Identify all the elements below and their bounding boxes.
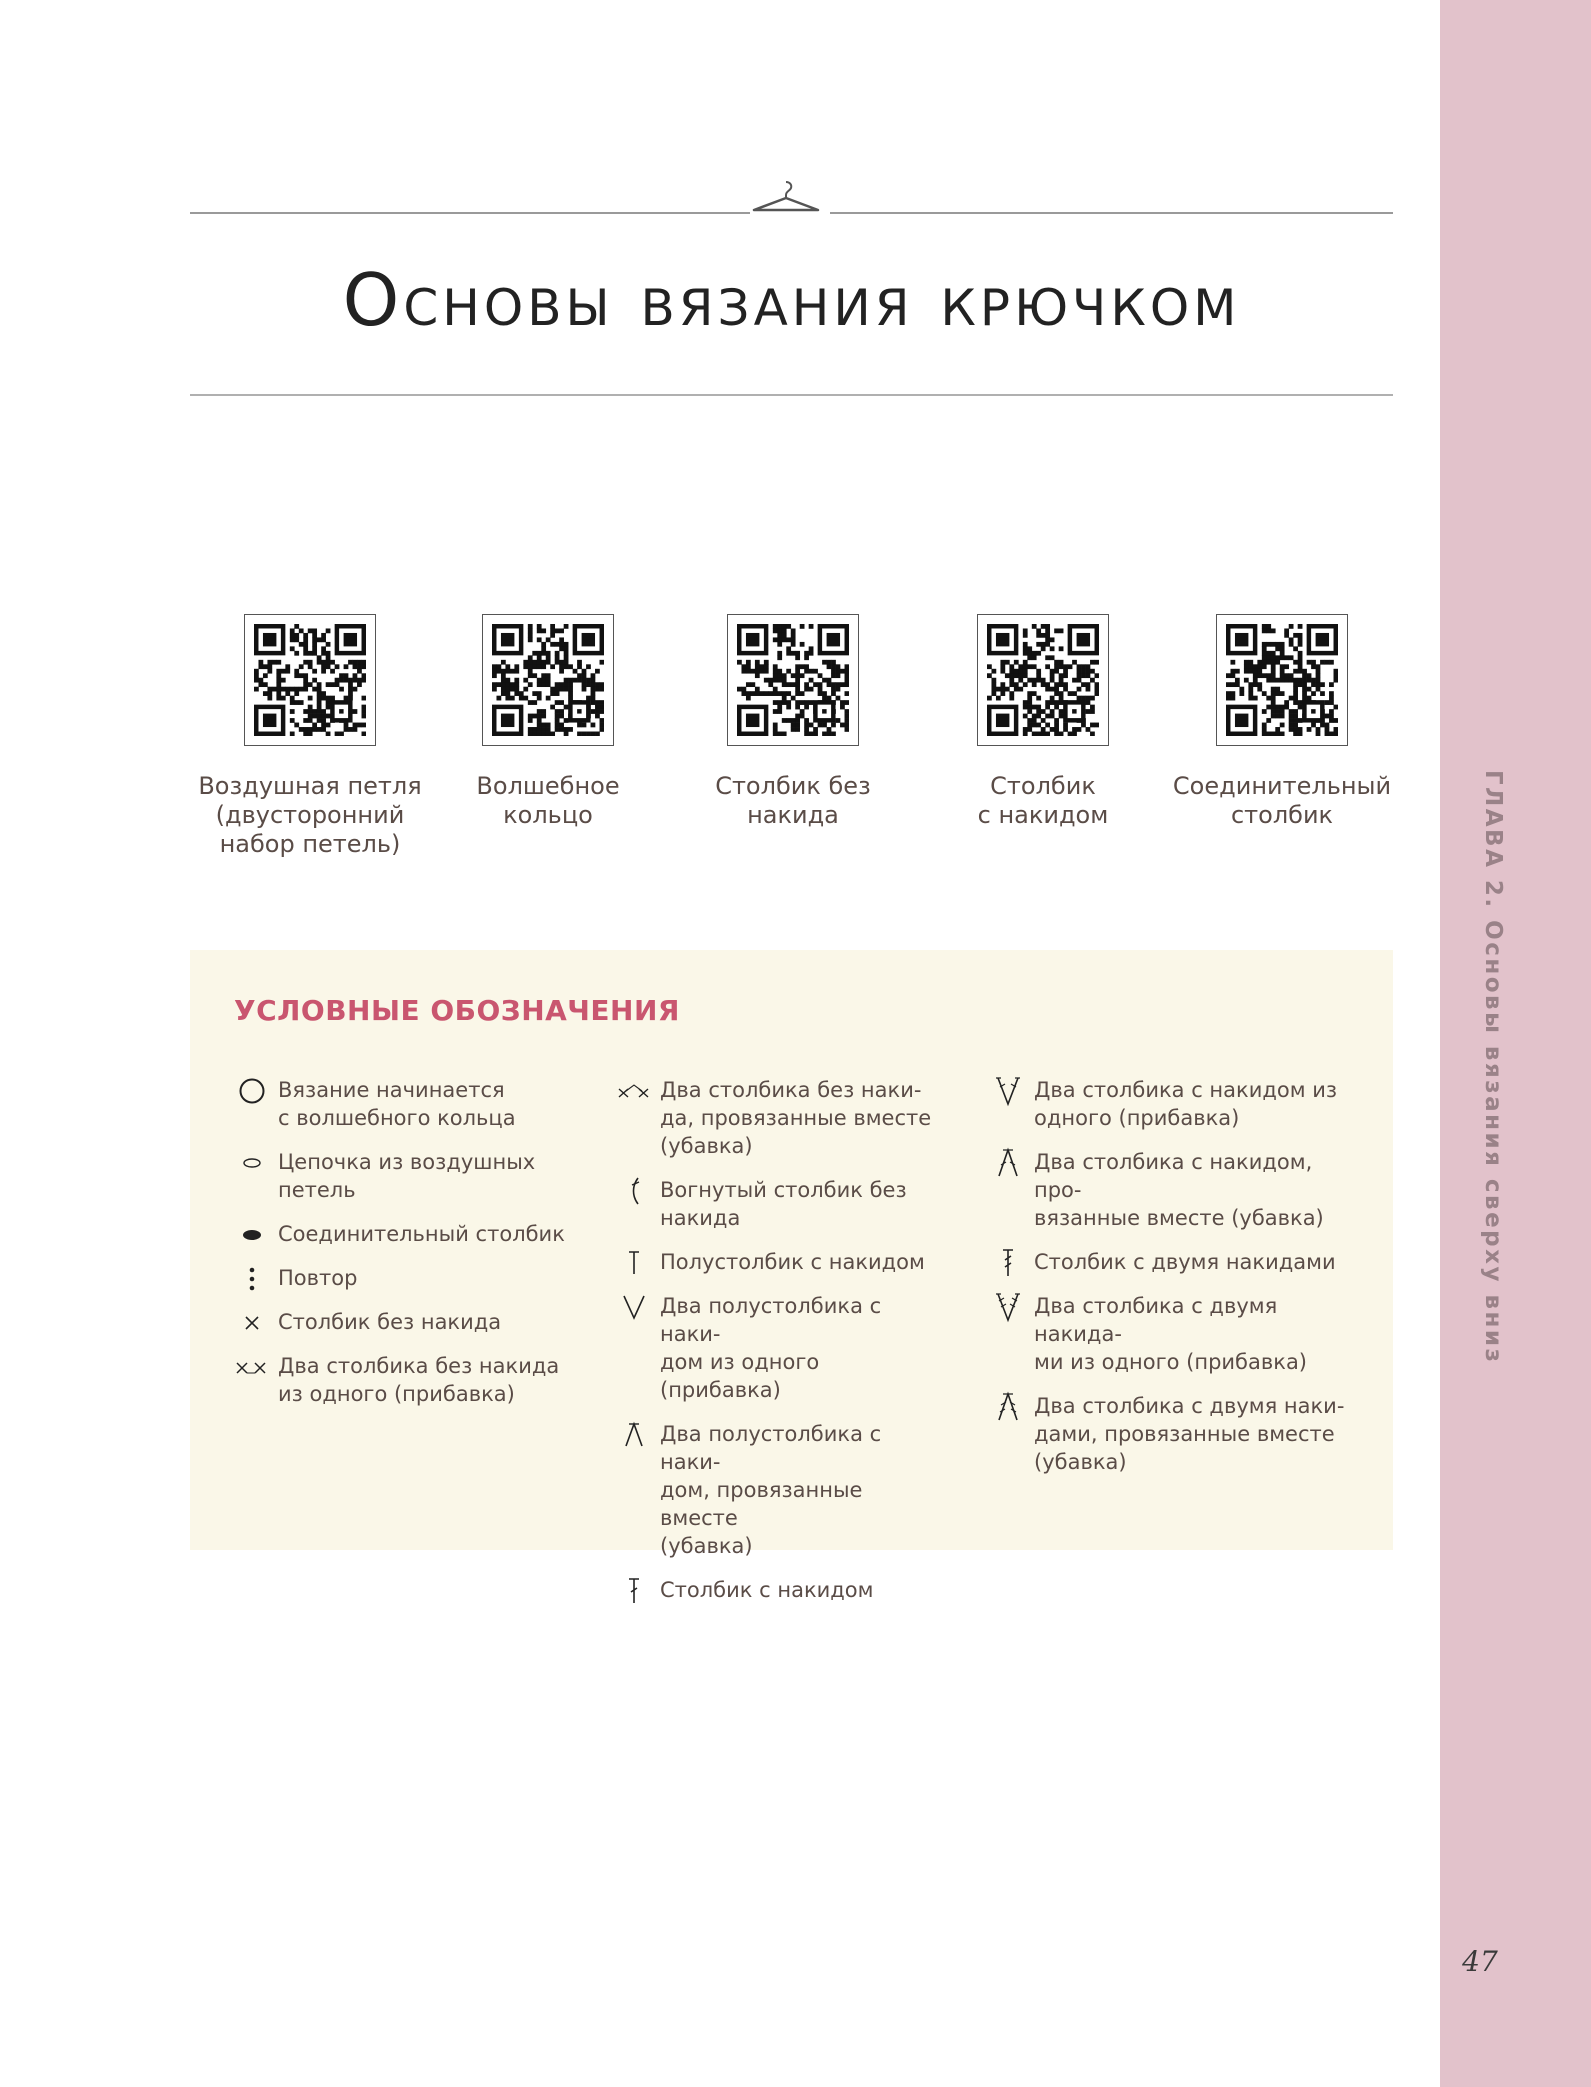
qr-item-slip-stitch[interactable] bbox=[1162, 614, 1402, 830]
legend-text: Столбик без накида bbox=[278, 1310, 502, 1334]
hanger-icon bbox=[746, 178, 826, 218]
qr-code-icon[interactable] bbox=[1216, 614, 1348, 746]
page-title: Основы вязания крючком bbox=[342, 258, 1241, 342]
repeat-icon bbox=[234, 1264, 270, 1294]
legend-text: Два столбика с двумя накида- ми из одного (прибавка) bbox=[1034, 1294, 1307, 1374]
legend-box bbox=[190, 950, 1393, 1602]
legend-text: Столбик с накидом bbox=[660, 1578, 874, 1602]
treble-crochet-icon bbox=[990, 1248, 1026, 1278]
legend-text: Повтор bbox=[278, 1266, 358, 1290]
legend-item bbox=[616, 1292, 946, 1404]
chapter-title: ГЛАВА 2. Основы вязания сверху вниз bbox=[1480, 770, 1506, 1365]
qr-code-icon[interactable] bbox=[482, 614, 614, 746]
legend-item bbox=[616, 1420, 946, 1560]
legend-item bbox=[234, 1220, 574, 1248]
sc-increase-icon bbox=[234, 1352, 270, 1382]
hdc-increase-icon bbox=[616, 1292, 652, 1322]
tr-increase-icon bbox=[990, 1292, 1026, 1322]
legend-text: Два столбика с накидом из одного (прибавка) bbox=[1034, 1078, 1338, 1130]
legend-item bbox=[234, 1352, 574, 1408]
legend-item bbox=[234, 1076, 574, 1132]
legend-item bbox=[234, 1264, 574, 1292]
qr-label: Столбик с накидом bbox=[977, 772, 1109, 829]
sc-decrease-icon bbox=[616, 1076, 652, 1106]
hdc-decrease-icon bbox=[616, 1420, 652, 1450]
qr-label: Воздушная петля (двусторонний набор петель) bbox=[198, 772, 422, 858]
chain-icon bbox=[234, 1148, 270, 1178]
single-crochet-icon bbox=[234, 1308, 270, 1338]
magic-ring-icon bbox=[234, 1076, 270, 1106]
top-rule-left bbox=[190, 212, 750, 214]
half-double-crochet-icon bbox=[616, 1248, 652, 1278]
legend-column-3 bbox=[990, 1076, 1350, 1492]
dc-increase-icon bbox=[990, 1076, 1026, 1106]
qr-item-magic-ring[interactable] bbox=[428, 614, 668, 830]
legend-item bbox=[990, 1076, 1350, 1132]
tr-decrease-icon bbox=[990, 1392, 1026, 1422]
concave-stitch-icon bbox=[616, 1176, 652, 1206]
qr-label: Соединительный столбик bbox=[1172, 772, 1392, 829]
qr-item-chain[interactable] bbox=[190, 614, 430, 859]
legend-text: Столбик с двумя накидами bbox=[1034, 1250, 1336, 1274]
chapter-side-band bbox=[1440, 0, 1591, 2087]
qr-code-icon[interactable] bbox=[244, 614, 376, 746]
legend-title: УСЛОВНЫЕ ОБОЗНАЧЕНИЯ bbox=[234, 994, 680, 1027]
dc-decrease-icon bbox=[990, 1148, 1026, 1178]
legend-text: Полустолбик с накидом bbox=[660, 1250, 925, 1274]
legend-item bbox=[616, 1248, 946, 1276]
legend-text: Вогнутый столбик без накида bbox=[660, 1178, 907, 1230]
legend-item bbox=[234, 1148, 574, 1204]
legend-text: Два столбика с двумя наки- дами, провязанные вместе (убавка) bbox=[1034, 1394, 1345, 1474]
legend-item bbox=[990, 1148, 1350, 1232]
qr-code-icon[interactable] bbox=[977, 614, 1109, 746]
legend-text: Соединительный столбик bbox=[278, 1222, 565, 1246]
legend-text: Два столбика без накида из одного (прибавка) bbox=[278, 1354, 560, 1406]
legend-text: Цепочка из воздушных петель bbox=[278, 1150, 536, 1202]
qr-label: Волшебное кольцо bbox=[476, 772, 620, 829]
legend-text: Вязание начинается с волшебного кольца bbox=[278, 1078, 516, 1130]
slip-stitch-icon bbox=[234, 1220, 270, 1250]
legend-item bbox=[234, 1308, 574, 1336]
legend-item bbox=[616, 1576, 946, 1604]
double-crochet-icon bbox=[616, 1576, 652, 1606]
legend-item bbox=[990, 1292, 1350, 1376]
legend-column-2 bbox=[616, 1076, 946, 1620]
page-number: 47 bbox=[1462, 1945, 1498, 1978]
qr-item-double-crochet[interactable] bbox=[923, 614, 1163, 830]
legend-text: Два полустолбика с наки- дом из одного (прибавка) bbox=[660, 1294, 882, 1402]
qr-label: Столбик без накида bbox=[715, 772, 871, 829]
top-rule-right bbox=[830, 212, 1393, 214]
legend-item bbox=[616, 1176, 946, 1232]
legend-item bbox=[616, 1076, 946, 1160]
legend-item bbox=[990, 1392, 1350, 1476]
bottom-rule bbox=[190, 394, 1393, 396]
qr-code-icon[interactable] bbox=[727, 614, 859, 746]
qr-item-single-crochet[interactable] bbox=[673, 614, 913, 830]
legend-text: Два полустолбика с наки- дом, провязанные вместе (убавка) bbox=[660, 1422, 882, 1558]
legend-column-1 bbox=[234, 1076, 574, 1424]
legend-text: Два столбика с накидом, про- вязанные вместе (убавка) bbox=[1034, 1150, 1324, 1230]
legend-item bbox=[990, 1248, 1350, 1276]
legend-text: Два столбика без наки- да, провязанные вместе (убавка) bbox=[660, 1078, 932, 1158]
